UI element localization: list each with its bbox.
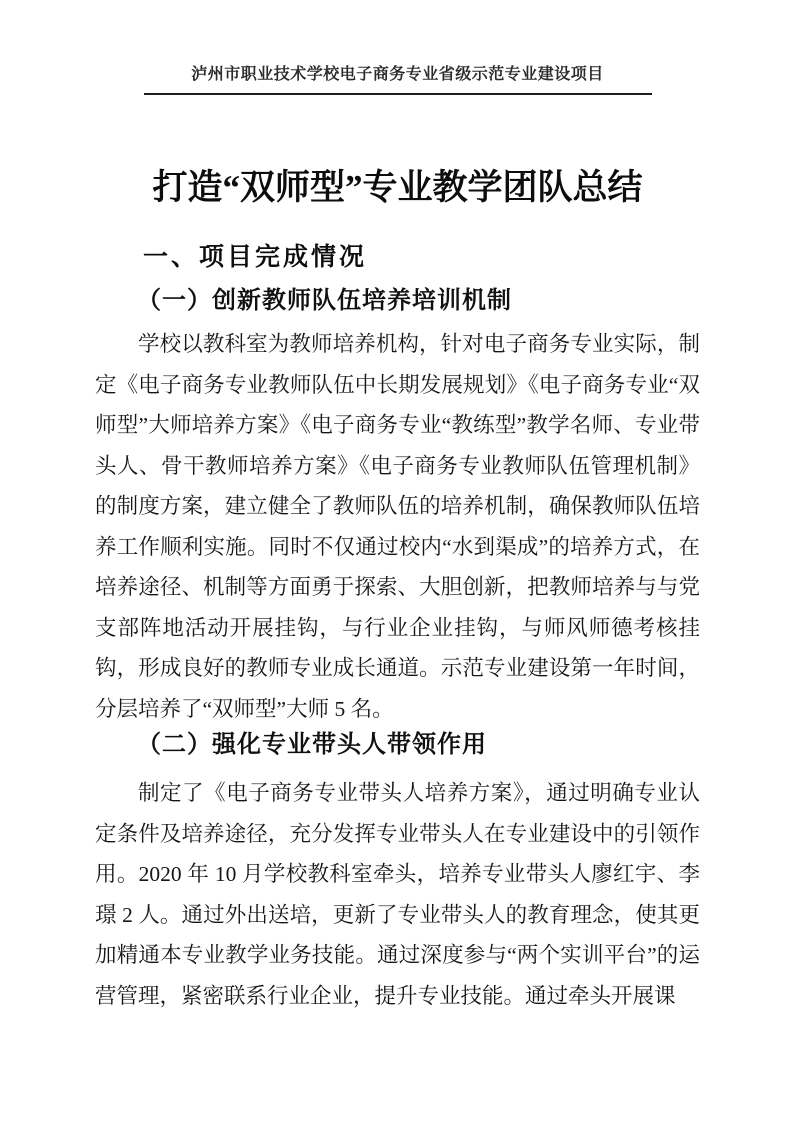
subsection-heading-1: （一）创新教师队伍培养培训机制 — [137, 288, 512, 314]
paragraph-2: 制定了《电子商务专业带头人培养方案》，通过明确专业认定条件及培养途径，充分发挥专业带头人在专业建设中的引领作用。2020 年 10 月学校教科室牵头，培养专业带头人廖红宇、李璟 2 人。通过外出送培，更新了专业带头人的教育理念，使其更加精通本专业教学业务技能。通过深度参与“两个实训平台”的运营管理，紧密联系行业企业，提升专业技能。通过牵头开展课 — [95, 781, 700, 1008]
header-text: 泸州市职业技术学校电子商务专业省级示范专业建设项目 — [191, 66, 604, 83]
subsection-heading-2: （二）强化专业带头人带领作用 — [137, 732, 487, 758]
page-header — [95, 0, 700, 95]
header-rule — [144, 93, 652, 95]
section-heading-1: 一、项目完成情况 — [143, 243, 368, 271]
paragraph-1: 学校以教科室为教师培养机构，针对电子商务专业实际，制定《电子商务专业教师队伍中长期发展规划》《电子商务专业“双师型”大师培养方案》《电子商务专业“教练型”教学名师、专业带头人、骨干教师培养方案》《电子商务专业教师队伍管理机制》的制度方案，建立健全了教师队伍的培养机制，确保教师队伍培养工作顺利实施。同时不仅通过校内“水到渠成”的培养方式，在培养途径、机制等方面勇于探索、大胆创新，把教师培养与与党支部阵地活动开展挂钩，与行业企业挂钩，与师风师德考核挂钩，形成良好的教师专业成长通道。示范专业建设第一年时间，分层培养了“双师型”大师 5 名。 — [95, 332, 700, 721]
document-title: 打造“双师型”专业教学团队总结 — [152, 168, 643, 207]
